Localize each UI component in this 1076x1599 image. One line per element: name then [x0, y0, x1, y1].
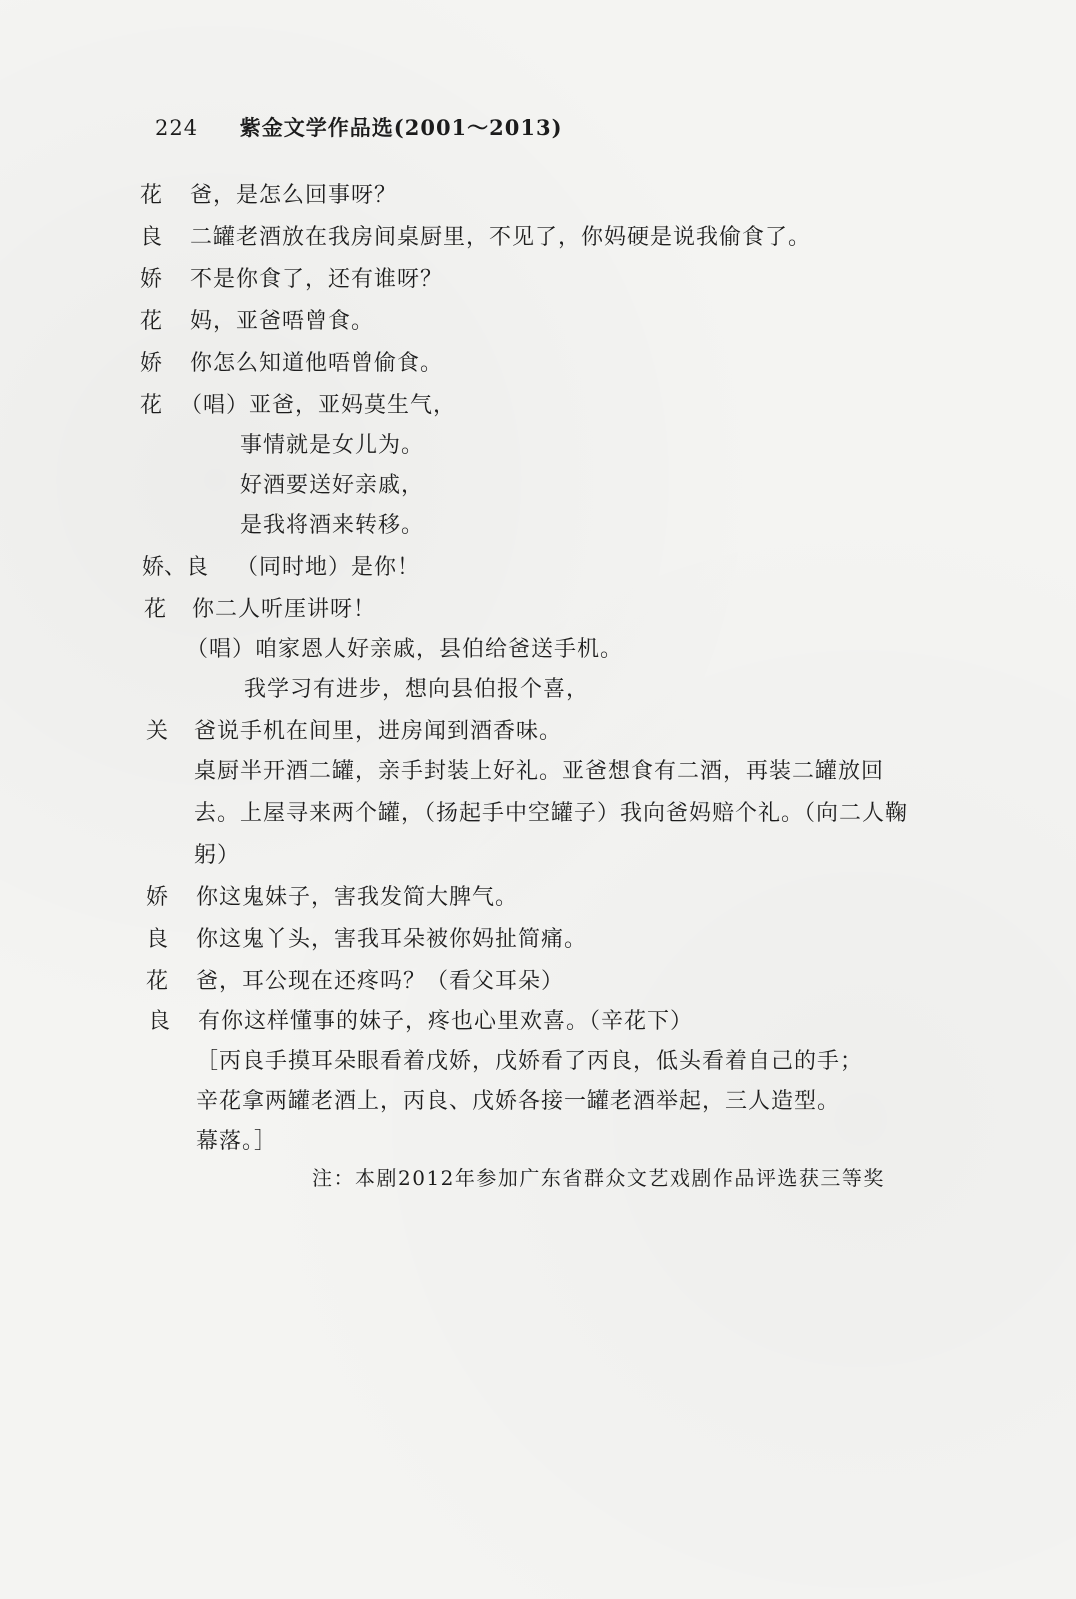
speaker: 娇 — [140, 351, 163, 376]
stage-direction: ［丙良手摸耳朵眼看着戊娇，戊娇看了丙良，低头看着自己的手； — [196, 1049, 864, 1074]
dialogue-line: 你二人听厓讲呀！ — [192, 597, 377, 622]
dialogue-line: 二罐老酒放在我房间桌厨里，不见了，你妈硬是说我偷食了。 — [190, 225, 812, 250]
dialogue-line: 爸说手机在间里，进房闻到酒香味。 — [194, 719, 563, 744]
dialogue-line: （唱）亚爸，亚妈莫生气， — [180, 393, 457, 418]
speaker: 娇 — [140, 267, 163, 292]
dialogue-line: （同时地）是你！ — [236, 555, 421, 580]
dialogue-line: 你这鬼妹子，害我发简大脾气。 — [196, 885, 519, 910]
dialogue-line: 妈，亚爸唔曾食。 — [190, 309, 375, 334]
speaker: 娇、良 — [142, 555, 209, 580]
speaker: 良 — [148, 1009, 171, 1034]
dialogue-line: 你这鬼丫头，害我耳朵被你妈扯简痛。 — [196, 927, 588, 952]
verse-line: 是我将酒来转移。 — [240, 513, 425, 538]
dialogue-line: 爸，耳公现在还疼吗？（看父耳朵） — [196, 969, 565, 994]
speaker: 关 — [146, 719, 169, 744]
page-header — [155, 112, 563, 142]
speaker: 花 — [144, 597, 167, 622]
speaker: 花 — [140, 309, 163, 334]
dialogue-line: 躬） — [194, 843, 241, 868]
speaker: 花 — [146, 969, 169, 994]
dialogue-line: 不是你食了，还有谁呀？ — [190, 267, 444, 292]
speaker: 良 — [146, 927, 169, 952]
dialogue-line: 去。上屋寻来两个罐，（扬起手中空罐子）我向爸妈赔个礼。（向二人鞠 — [194, 801, 909, 826]
dialogue-line: 桌厨半开酒二罐，亲手封装上好礼。亚爸想食有二酒，再装二罐放回 — [194, 759, 885, 784]
dialogue-line: 你怎么知道他唔曾偷食。 — [190, 351, 444, 376]
speaker: 良 — [140, 225, 163, 250]
book-title: 紫金文学作品选(2001～2013) — [239, 115, 563, 140]
dialogue-line: （唱）咱家恩人好亲戚，县伯给爸送手机。 — [186, 637, 624, 662]
speaker: 花 — [140, 393, 163, 418]
stage-direction: 幕落。］ — [196, 1129, 278, 1154]
verse-line: 我学习有进步，想向县伯报个喜， — [244, 677, 590, 702]
footnote: 注：本剧2012年参加广东省群众文艺戏剧作品评选获三等奖 — [312, 1166, 885, 1190]
speaker: 娇 — [146, 885, 169, 910]
verse-line: 好酒要送好亲戚， — [240, 473, 425, 498]
stage-direction: 辛花拿两罐老酒上，丙良、戊娇各接一罐老酒举起，三人造型。 — [196, 1089, 841, 1114]
dialogue-line: 爸，是怎么回事呀？ — [190, 183, 398, 208]
page-number: 224 — [155, 116, 199, 140]
speaker: 花 — [140, 183, 163, 208]
verse-line: 事情就是女儿为。 — [240, 433, 425, 458]
dialogue-line: 有你这样懂事的妹子，疼也心里欢喜。（辛花下） — [198, 1009, 694, 1034]
